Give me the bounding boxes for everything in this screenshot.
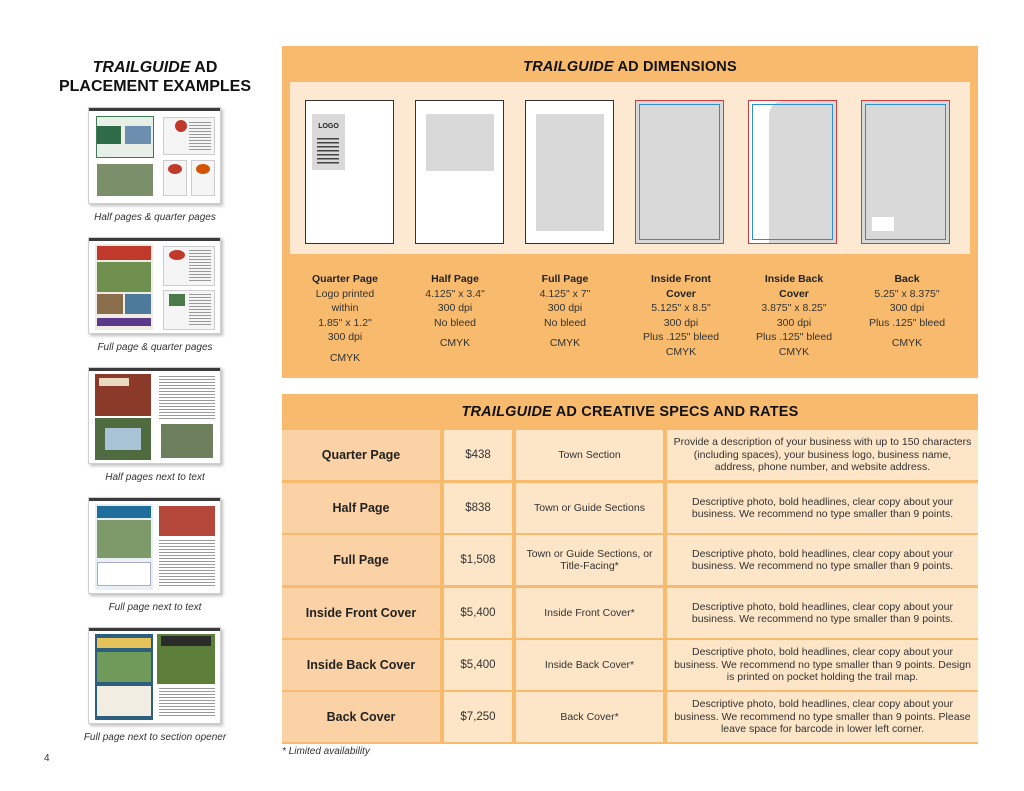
- example-thumbnail-half-quarter: [88, 107, 221, 204]
- quarter-page-diagram: [305, 100, 394, 244]
- example-caption: Half pages next to text: [105, 472, 205, 483]
- example-thumbnail-full-text: [88, 497, 221, 594]
- example-caption: Half pages & quarter pages: [94, 212, 216, 223]
- barcode-area: [872, 217, 894, 231]
- example-caption: Full page next to text: [108, 602, 202, 613]
- example-caption: Full page & quarter pages: [97, 342, 213, 353]
- rate-row-full-page: Full Page $1,508 Town or Guide Sections, or Title-Facing* Descriptive photo, bold headlines, clear copy about your business. We recommend no type smaller than 9 points.: [282, 535, 978, 585]
- full-page-spec: Full Page 4.125" x 7" 300 dpi No bleed CMYK: [539, 273, 591, 349]
- inside-back-cover-diagram: [748, 100, 837, 244]
- half-page-spec: Half Page 4.125" x 3.4" 300 dpi No bleed CMYK: [425, 273, 485, 349]
- rate-row-inside-front-cover: Inside Front Cover $5,400 Inside Front Cover* Descriptive photo, bold headlines, clear copy about your business. We recommend no type smaller than 9 points.: [282, 588, 978, 638]
- back-cover-diagram: [861, 100, 950, 244]
- rate-row-half-page: Half Page $838 Town or Guide Sections Descriptive photo, bold headlines, clear copy about your business. We recommend no type smaller than 9 points.: [282, 483, 978, 533]
- page-number: 4: [44, 753, 50, 764]
- inside-front-cover-spec: Inside Front Cover 5.125" x 8.5" 300 dpi Plus .125" bleed CMYK: [642, 273, 720, 358]
- placement-examples-title: TRAILGUIDE AD PLACEMENT EXAMPLES: [58, 59, 251, 95]
- ad-dimensions-panel: [282, 46, 978, 378]
- ad-dimensions-title: TRAILGUIDE AD DIMENSIONS: [523, 59, 737, 75]
- rate-row-inside-back-cover: Inside Back Cover $5,400 Inside Back Cover* Descriptive photo, bold headlines, clear copy about your business. We recommend no type smaller than 9 points. Design is printed on pocket holding the trail map.: [282, 640, 978, 690]
- rate-row-back-cover: Back Cover $7,250 Back Cover* Descriptive photo, bold headlines, clear copy about your business. We recommend no type smaller than 9 points. Please leave space for barcode in lower left corner.: [282, 692, 978, 742]
- full-page-diagram: [525, 100, 614, 244]
- logo-placeholder: LOGO: [312, 114, 345, 170]
- back-cover-spec: Back 5.25" x 8.375" 300 dpi Plus .125" bleed CMYK: [868, 273, 946, 349]
- example-thumbnail-section-opener: [88, 627, 221, 724]
- inside-back-cover-spec: Inside Back Cover 3.875" x 8.25" 300 dpi Plus .125" bleed CMYK: [755, 273, 833, 358]
- title-brand: TRAILGUIDE: [92, 59, 191, 76]
- specs-and-rates-panel: [282, 394, 978, 744]
- specs-rates-title: TRAILGUIDE AD CREATIVE SPECS AND RATES: [461, 404, 799, 420]
- quarter-page-spec: Quarter Page Logo printed within 1.85" x 1.2" 300 dpi CMYK: [312, 273, 378, 364]
- limited-availability-note: * Limited availability: [282, 746, 370, 757]
- example-thumbnail-full-quarter: [88, 237, 221, 334]
- ad-diagrams-area: [290, 82, 970, 254]
- example-thumbnail-half-text: [88, 367, 221, 464]
- inside-front-cover-diagram: [635, 100, 724, 244]
- example-caption: Full page next to section opener: [83, 732, 227, 743]
- half-page-diagram: [415, 100, 504, 244]
- rate-row-quarter-page: Quarter Page $438 Town Section Provide a description of your business with up to 150 characters (including spaces), your business logo, business name, address, phone number, and website address.: [282, 430, 978, 480]
